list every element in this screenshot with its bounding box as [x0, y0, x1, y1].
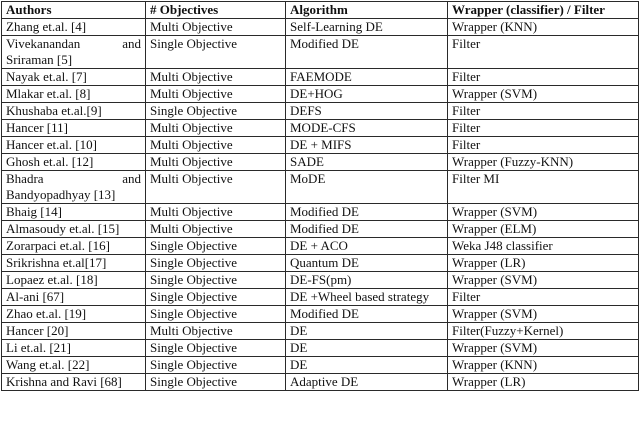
wrapper-filter-cell: Wrapper (LR) — [448, 255, 639, 272]
wrapper-filter-cell: Wrapper (SVM) — [448, 86, 639, 103]
wrapper-filter-cell: Filter — [448, 120, 639, 137]
table-row — [2, 86, 639, 103]
objectives-cell: Multi Objective — [146, 323, 286, 340]
objectives-cell: Single Objective — [146, 306, 286, 323]
algorithm-cell: DE — [286, 357, 448, 374]
table-row — [2, 171, 639, 204]
table-row — [2, 19, 639, 36]
wrapper-filter-cell: Wrapper (LR) — [448, 374, 639, 391]
wrapper-filter-cell: Filter MI — [448, 171, 639, 204]
wrapper-filter-cell: Wrapper (ELM) — [448, 221, 639, 238]
header-objectives: # Objectives — [146, 2, 286, 19]
wrapper-filter-cell: Filter — [448, 289, 639, 306]
table-row — [2, 221, 639, 238]
algorithm-cell: Modified DE — [286, 204, 448, 221]
author-cell: Hancer [11] — [2, 120, 146, 137]
author-cell: Wang et.al. [22] — [2, 357, 146, 374]
wrapper-filter-cell: Wrapper (SVM) — [448, 204, 639, 221]
table-row — [2, 306, 639, 323]
objectives-cell: Single Objective — [146, 238, 286, 255]
author-cell: Bhadra and Bandyopadhyay [13] — [2, 171, 146, 204]
author-cell: Lopaez et.al. [18] — [2, 272, 146, 289]
table-row — [2, 120, 639, 137]
table-row — [2, 238, 639, 255]
table-row — [2, 340, 639, 357]
table-header-row — [2, 2, 639, 19]
objectives-cell: Single Objective — [146, 272, 286, 289]
objectives-cell: Multi Objective — [146, 69, 286, 86]
wrapper-filter-cell: Wrapper (SVM) — [448, 272, 639, 289]
author-cell: Krishna and Ravi [68] — [2, 374, 146, 391]
wrapper-filter-cell: Wrapper (SVM) — [448, 340, 639, 357]
algorithm-cell: DE — [286, 323, 448, 340]
algorithm-cell: DE — [286, 340, 448, 357]
author-cell: Zhao et.al. [19] — [2, 306, 146, 323]
objectives-cell: Multi Objective — [146, 86, 286, 103]
table-row — [2, 272, 639, 289]
objectives-cell: Single Objective — [146, 374, 286, 391]
table-row — [2, 357, 639, 374]
algorithm-cell: DE +Wheel based strategy — [286, 289, 448, 306]
header-wrapper-filter: Wrapper (classifier) / Filter — [448, 2, 639, 19]
author-cell: Hancer [20] — [2, 323, 146, 340]
algorithm-cell: Adaptive DE — [286, 374, 448, 391]
author-cell: Almasoudy et.al. [15] — [2, 221, 146, 238]
objectives-cell: Single Objective — [146, 289, 286, 306]
table-row — [2, 36, 639, 69]
objectives-cell: Multi Objective — [146, 19, 286, 36]
author-cell: Zhang et.al. [4] — [2, 19, 146, 36]
algorithm-cell: DE+HOG — [286, 86, 448, 103]
table-row — [2, 103, 639, 120]
wrapper-filter-cell: Filter — [448, 36, 639, 69]
wrapper-filter-cell: Filter — [448, 137, 639, 154]
author-cell: Bhaig [14] — [2, 204, 146, 221]
algorithm-cell: DE-FS(pm) — [286, 272, 448, 289]
objectives-cell: Multi Objective — [146, 154, 286, 171]
algorithm-cell: Self-Learning DE — [286, 19, 448, 36]
table-row — [2, 69, 639, 86]
table-row — [2, 374, 639, 391]
objectives-cell: Multi Objective — [146, 171, 286, 204]
wrapper-filter-cell: Wrapper (KNN) — [448, 357, 639, 374]
wrapper-filter-cell: Filter — [448, 69, 639, 86]
algorithm-cell: SADE — [286, 154, 448, 171]
wrapper-filter-cell: Wrapper (Fuzzy-KNN) — [448, 154, 639, 171]
author-cell: Mlakar et.al. [8] — [2, 86, 146, 103]
table-row — [2, 289, 639, 306]
wrapper-filter-cell: Wrapper (SVM) — [448, 306, 639, 323]
objectives-cell: Multi Objective — [146, 221, 286, 238]
author-cell: Nayak et.al. [7] — [2, 69, 146, 86]
author-cell: Ghosh et.al. [12] — [2, 154, 146, 171]
objectives-cell: Single Objective — [146, 340, 286, 357]
author-cell: Hancer et.al. [10] — [2, 137, 146, 154]
objectives-cell: Multi Objective — [146, 204, 286, 221]
table-row — [2, 154, 639, 171]
author-cell: Srikrishna et.al[17] — [2, 255, 146, 272]
algorithm-cell: DE + MIFS — [286, 137, 448, 154]
algorithm-cell: Modified DE — [286, 221, 448, 238]
objectives-cell: Single Objective — [146, 255, 286, 272]
objectives-cell: Single Objective — [146, 103, 286, 120]
algorithm-cell: Modified DE — [286, 36, 448, 69]
author-cell: Al-ani [67] — [2, 289, 146, 306]
table-row — [2, 323, 639, 340]
header-authors: Authors — [2, 2, 146, 19]
table-row — [2, 255, 639, 272]
table-body — [2, 19, 639, 391]
objectives-cell: Multi Objective — [146, 120, 286, 137]
author-cell: Zorarpaci et.al. [16] — [2, 238, 146, 255]
author-cell: Vivekanandan and Sriraman [5] — [2, 36, 146, 69]
objectives-cell: Single Objective — [146, 357, 286, 374]
algorithm-cell: MoDE — [286, 171, 448, 204]
literature-table — [1, 1, 639, 391]
header-algorithm: Algorithm — [286, 2, 448, 19]
wrapper-filter-cell: Wrapper (KNN) — [448, 19, 639, 36]
objectives-cell: Single Objective — [146, 36, 286, 69]
author-cell: Li et.al. [21] — [2, 340, 146, 357]
author-cell: Khushaba et.al.[9] — [2, 103, 146, 120]
wrapper-filter-cell: Filter(Fuzzy+Kernel) — [448, 323, 639, 340]
algorithm-cell: DEFS — [286, 103, 448, 120]
table-row — [2, 204, 639, 221]
algorithm-cell: DE + ACO — [286, 238, 448, 255]
wrapper-filter-cell: Weka J48 classifier — [448, 238, 639, 255]
objectives-cell: Multi Objective — [146, 137, 286, 154]
table-row — [2, 137, 639, 154]
algorithm-cell: MODE-CFS — [286, 120, 448, 137]
algorithm-cell: Quantum DE — [286, 255, 448, 272]
algorithm-cell: Modified DE — [286, 306, 448, 323]
wrapper-filter-cell: Filter — [448, 103, 639, 120]
algorithm-cell: FAEMODE — [286, 69, 448, 86]
